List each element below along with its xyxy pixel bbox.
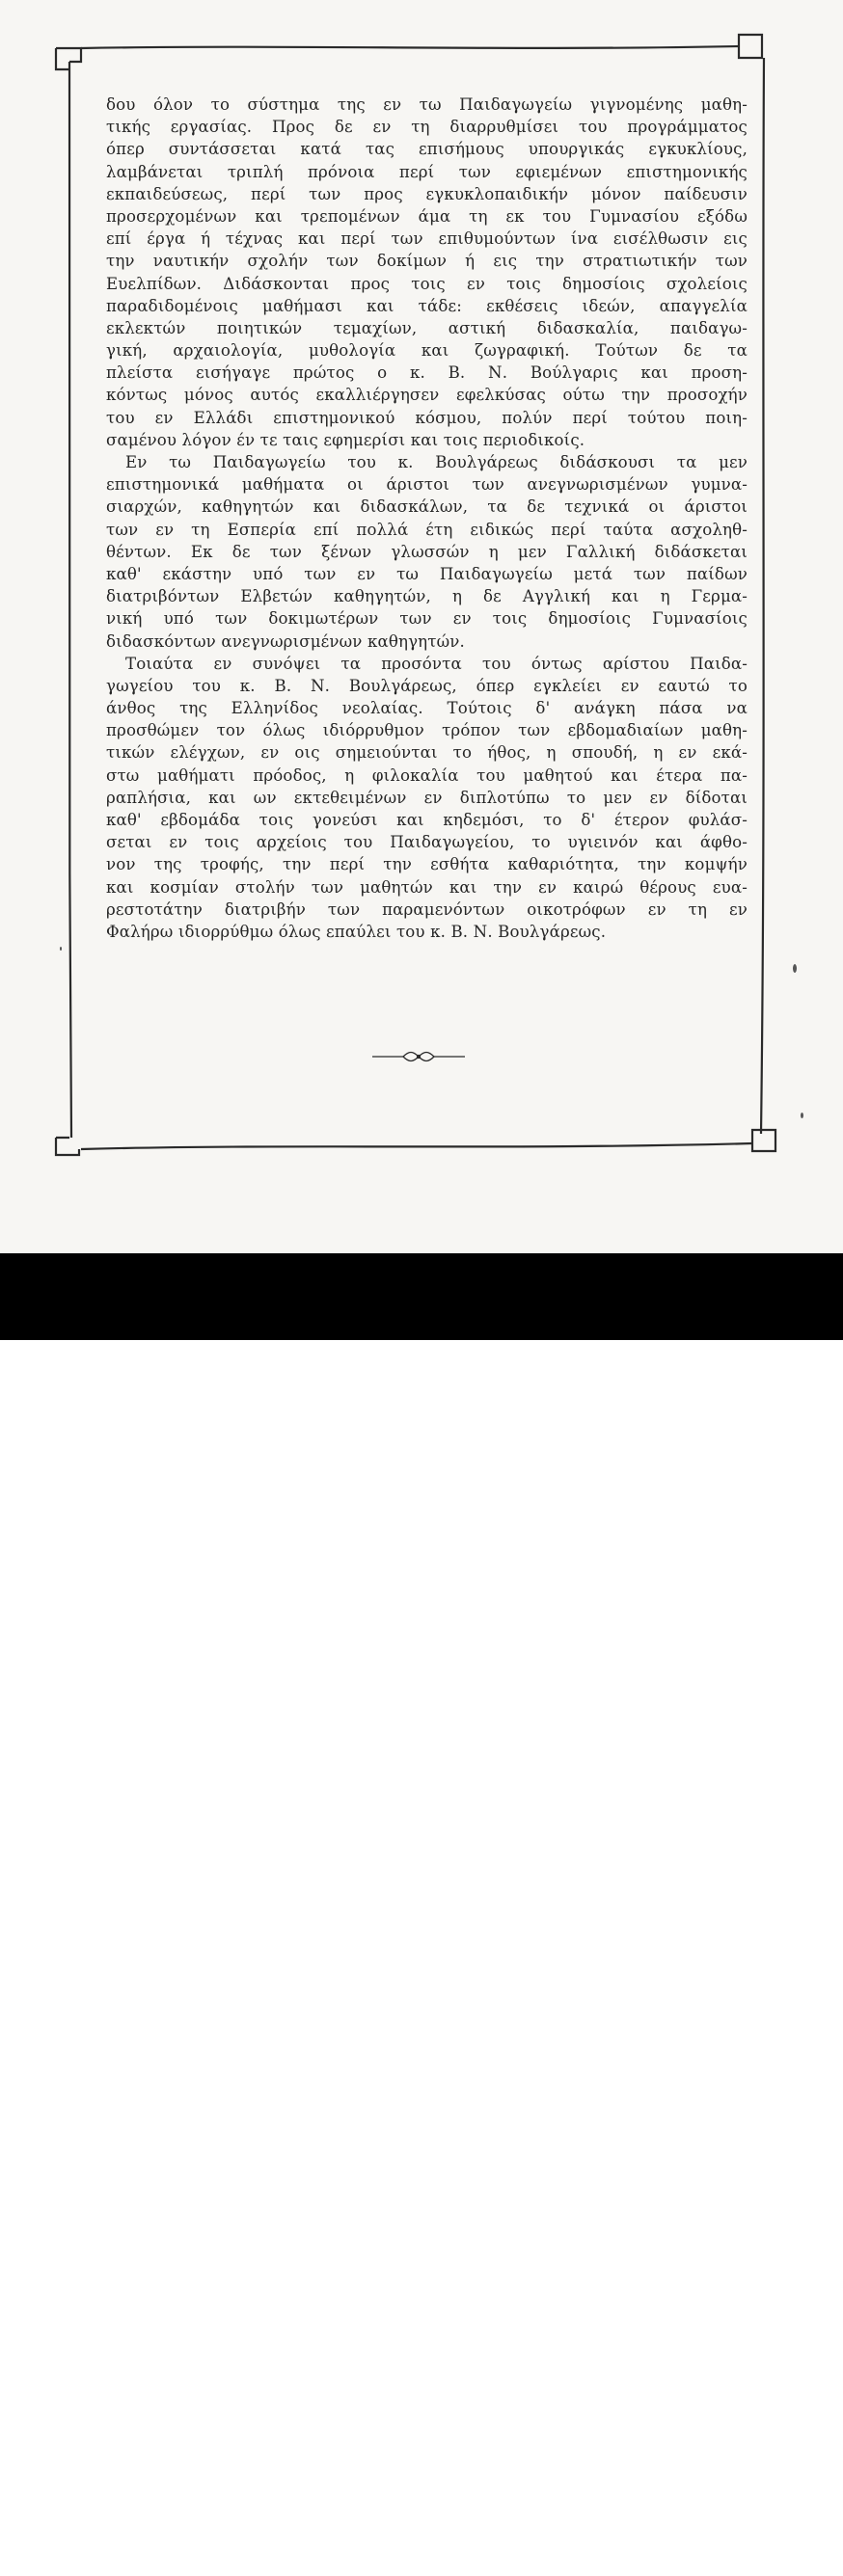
text-line: καθ' εβδομάδα τοις γονεύσι και κηδεμόσι, το δ' έτερον φυλάσ- bbox=[106, 811, 748, 829]
text-line: επιστημονικά μαθήματα οι άριστοι των ανεγνωρισμένων γυμνα- bbox=[106, 475, 748, 495]
text-line: ραπλήσια, και ων εκτεθειμένων εν διπλοτύπω το μεν εν δίδοται bbox=[106, 788, 748, 807]
ink-speck bbox=[793, 964, 797, 973]
text-line: ρεστοτάτην διατριβήν των παραμενόντων οικοτρόφων εν τη εν bbox=[106, 899, 748, 919]
scanned-page bbox=[0, 0, 843, 1253]
text-line: καθ' εκάστην υπό των εν τω Παιδαγωγείω μετά των παίδων bbox=[106, 564, 748, 583]
text-line: εκπαιδεύσεως, περί των προς εγκυκλοπαιδικήν μόνον παίδευσιν bbox=[106, 184, 748, 203]
text-line: παραδιδομένοις μαθήμασι και τάδε: εκθέσεις ιδεών, απαγγελία bbox=[106, 296, 748, 315]
text-line: νική υπό των δοκιμωτέρων των εν τοις δημοσίοις Γυμνασίοις bbox=[106, 609, 748, 629]
text-line: πλείστα εισήγαγε πρώτος ο κ. Β. Ν. Βούλγαρις και προση- bbox=[106, 363, 748, 383]
ink-speck bbox=[801, 1113, 803, 1118]
alamy-logo: alamy bbox=[50, 2524, 196, 2576]
text-line: δου όλον το σύστημα της εν τω Παιδαγωγείω γιγνομένης μαθη- bbox=[106, 95, 748, 114]
text-line: διατριβόντων Ελβετών καθηγητών, η δε Αγγλική και η Γερμα- bbox=[106, 587, 748, 606]
text-line: Ευελπίδων. Διδάσκονται προς τοις εν τοις δημοσίοις σχολείοις bbox=[106, 274, 748, 293]
ink-speck bbox=[60, 947, 62, 951]
text-line: του εν Ελλάδι επιστημονικού κόσμου, πολύν περί τούτου ποιη- bbox=[106, 408, 748, 427]
text-line: και κοσμίαν στολήν των μαθητών και την εν καιρώ θέρους ευα- bbox=[106, 877, 748, 897]
text-line: Φαλήρω ιδιορρύθμω όλως επαύλει του κ. Β. Ν. Βουλγάρεως. bbox=[106, 922, 607, 941]
text-line: προσερχομένων και τρεπομένων άμα τη εκ του Γυμνασίου εξόδω bbox=[106, 206, 748, 226]
text-line: κόντως μόνος αυτός εκαλλιέργησεν εφελκύσας ούτω την προσοχήν bbox=[106, 386, 748, 405]
text-line: σεται εν τοις αρχείοις του Παιδαγωγείου, το υγιεινόν και άφθο- bbox=[106, 833, 748, 852]
text-line: άνθος της Ελληνίδος νεολαίας. Τούτοις δ' ανάγκη πάσα να bbox=[106, 699, 748, 718]
image-id-label: Image ID: PBJXD8 bbox=[676, 2525, 814, 2543]
text-line: τικών ελέγχων, εν οις σημειούνται το ήθος, η σπουδή, η εν εκά- bbox=[106, 743, 748, 763]
site-url-label: www.alamy.com bbox=[696, 2552, 814, 2570]
watermark-footer bbox=[0, 1253, 843, 2576]
text-line: στω μαθήματι πρόοδος, η φιλοκαλία του μαθητού και έτερα πα- bbox=[106, 765, 748, 785]
text-line: θέντων. Εκ δε των ξένων γλωσσών η μεν Γαλλική διδάσκεται bbox=[106, 542, 748, 561]
text-line: γωγείου του κ. Β. Ν. Βουλγάρεως, όπερ εγκλείει εν εαυτώ το bbox=[106, 676, 748, 695]
text-line: των εν τη Εσπερία επί πολλά έτη ειδικώς περί ταύτα ασχοληθ- bbox=[106, 520, 748, 539]
body-text bbox=[106, 94, 748, 943]
text-line: εκλεκτών ποιητικών τεμαχίων, αστική διδασκαλία, παιδαγω- bbox=[106, 318, 748, 337]
text-line: τικής εργασίας. Προς δε εν τη διαρρυθμίσει του προγράμματος bbox=[106, 118, 748, 137]
text-line: επί έργα ή τέχνας και περί των επιθυμούντων ίνα εισέλθωσιν εις bbox=[106, 229, 748, 249]
text-line: σιαρχών, καθηγητών και διδασκάλων, τα δε τεχνικά οι άριστοι bbox=[106, 497, 748, 517]
text-line: σαμένου λόγον έν τε ταις εφημερίσι και τοις περιοδικοίς. bbox=[106, 430, 585, 449]
text-line: την ναυτικήν σχολήν των δοκίμων ή εις την στρατιωτικήν των bbox=[106, 252, 748, 271]
text-line: διδασκόντων ανεγνωρισμένων καθηγητών. bbox=[106, 631, 465, 651]
text-line: λαμβάνεται τριπλή πρόνοια περί των εφιεμένων επιστημονικής bbox=[106, 162, 748, 181]
text-line: νον της τροφής, την περί την εσθήτα καθαριότητα, την κομψήν bbox=[106, 855, 748, 874]
typographic-flourish-icon bbox=[370, 1049, 467, 1064]
text-line: γική, αρχαιολογία, μυθολογία και ζωγραφική. Τούτων δε τα bbox=[106, 341, 748, 361]
text-line: όπερ συντάσσεται κατά τας επισήμους υπουργικάς εγκυκλίους, bbox=[106, 140, 748, 159]
text-line: προσθώμεν τον όλως ιδιόρρυθμον τρόπον των εβδομαδιαίων μαθη- bbox=[106, 721, 748, 740]
text-line: Τοιαύτα εν συνόψει τα προσόντα του όντως αρίστου Παιδα- bbox=[125, 654, 748, 673]
text-line: Εν τω Παιδαγωγείω του κ. Βουλγάρεως διδάσκουσι τα μεν bbox=[125, 453, 748, 471]
